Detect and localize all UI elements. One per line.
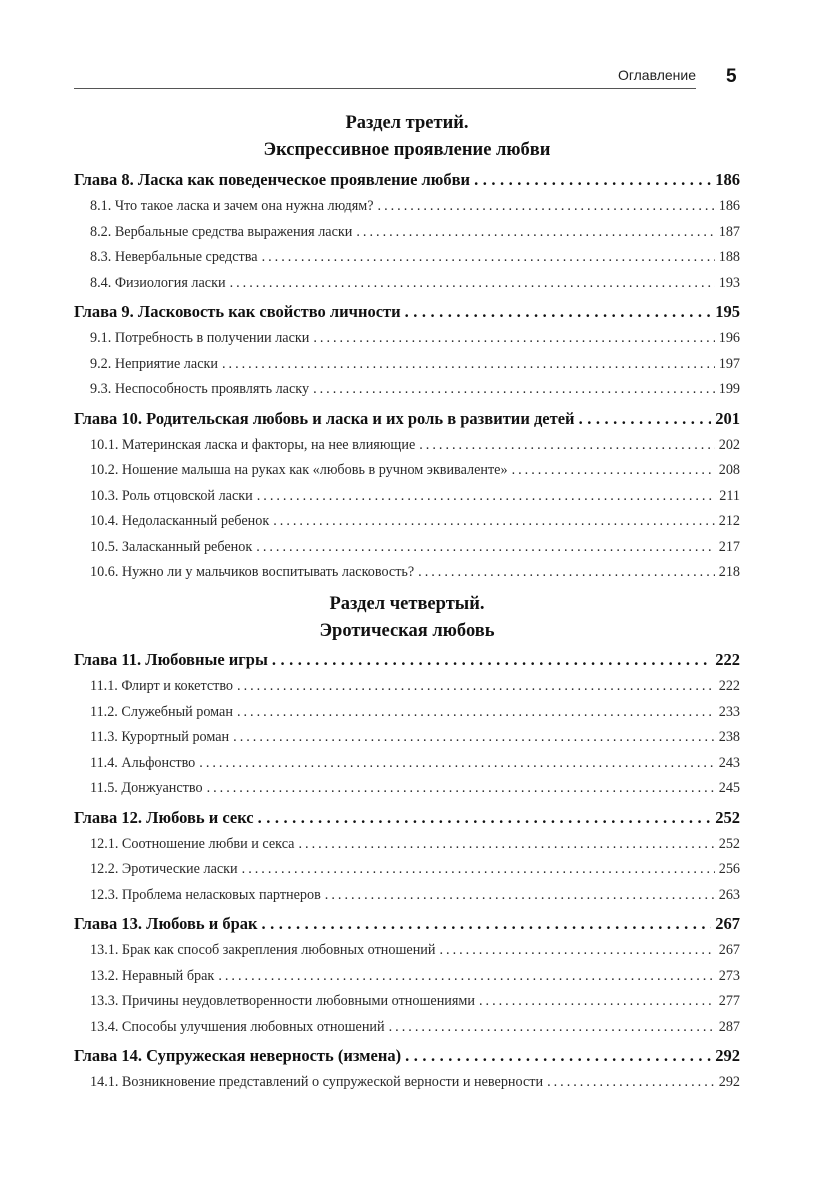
toc-subsection-entry[interactable] [74,352,740,378]
toc-chapter-entry[interactable] [74,166,740,194]
subsection-title: 10.3. Роль отцовской ласки [90,487,253,504]
toc-subsection-entry[interactable] [74,194,740,220]
toc-subsection-entry[interactable] [74,725,740,751]
toc-subsection-entry[interactable] [74,883,740,909]
subsection-title: 11.4. Альфонство [90,754,196,771]
chapter-title: Глава 11. Любовные игры [74,650,268,669]
subsection-page: 243 [718,754,740,771]
subsection-title: 14.1. Возникновение представлений о супружеской верности и неверности [90,1074,544,1090]
subsection-page: 273 [718,967,740,984]
section-label: Раздел четвертый. [329,594,485,614]
subsection-page: 263 [718,886,740,903]
chapter-title: Глава 13. Любовь и брак [74,914,258,933]
dot-leader [242,857,715,883]
section-heading-3 [74,110,740,164]
chapter-title: Глава 12. Любовь и секс [74,807,254,827]
dot-leader [479,989,715,1015]
subsection-page: 197 [718,355,740,372]
chapter-page: 252 [715,807,740,827]
subsection-title: 12.1. Соотношение любви и секса [90,835,295,852]
toc-subsection-entry[interactable] [74,776,740,802]
dot-leader [237,674,715,700]
page-number: 5 [726,66,737,87]
toc-subsection-entry[interactable] [74,674,740,700]
toc-subsection-entry[interactable] [74,857,740,883]
toc-subsection-entry[interactable] [74,700,740,726]
subsection-title: 13.2. Неравный брак [90,967,215,984]
subsection-page: 256 [718,861,740,877]
toc-subsection-entry[interactable] [74,326,740,352]
subsection-title: 10.1. Материнская ласка и факторы, на нее влияющие [90,436,416,453]
toc-subsection-entry[interactable] [74,271,740,297]
dot-leader [262,245,715,271]
chapter-title: Глава 8. Ласка как поведенческое проявление любви [74,170,471,189]
dot-leader [325,883,715,909]
subsection-page: 202 [718,436,740,453]
subsection-title: 10.6. Нужно ли у мальчиков воспитывать ласковость? [90,564,415,580]
toc-subsection-entry[interactable] [74,1015,740,1041]
toc-subsection-entry[interactable] [74,832,740,858]
dot-leader [257,484,716,510]
dot-leader [207,776,715,802]
subsection-title: 8.1. Что такое ласка и зачем она нужна людям? [90,198,374,214]
dot-leader [298,832,714,858]
dot-leader [474,166,711,194]
section-label: Раздел третий. [345,113,469,133]
section-heading-4 [74,591,740,645]
dot-leader [218,964,714,990]
dot-leader [272,646,711,674]
subsection-title: 11.5. Донжуанство [90,780,203,796]
dot-leader [579,405,712,433]
toc-subsection-entry[interactable] [74,535,740,561]
toc-subsection-entry[interactable] [74,484,740,510]
section-title: Эротическая любовь [319,621,495,641]
dot-leader [230,271,715,297]
chapter-page: 195 [715,302,740,321]
subsection-title: 8.4. Физиология ласки [90,274,226,291]
subsection-title: 9.2. Неприятие ласки [90,355,218,372]
subsection-title: 8.2. Вербальные средства выражения ласки [90,223,353,240]
toc-chapter-entry[interactable] [74,405,740,433]
dot-leader [237,700,715,726]
chapter-title: Глава 9. Ласковость как свойство личности [74,302,401,321]
subsection-page: 218 [718,564,740,580]
toc-subsection-entry[interactable] [74,560,740,586]
subsection-title: 11.3. Курортный роман [90,729,230,745]
subsection-title: 13.4. Способы улучшения любовных отношений [90,1018,385,1035]
subsection-page: 188 [718,249,740,265]
chapter-page: 201 [715,408,740,428]
subsection-page: 186 [718,198,740,214]
toc-chapter-entry[interactable] [74,910,740,938]
subsection-page: 212 [718,513,740,529]
subsection-page: 287 [718,1018,740,1035]
subsection-title: 13.1. Брак как способ закрепления любовных отношений [90,942,436,958]
dot-leader [512,458,715,484]
subsection-title: 9.3. Неспособность проявлять ласку [90,381,310,397]
running-title: Оглавление [617,67,696,83]
toc-subsection-entry[interactable] [74,1070,740,1096]
subsection-page: 196 [718,330,740,346]
subsection-page: 208 [718,462,740,478]
toc-list-section-3 [74,166,740,588]
dot-leader [258,804,712,832]
toc-subsection-entry[interactable] [74,964,740,990]
toc-subsection-entry[interactable] [74,751,740,777]
dot-leader [313,326,714,352]
subsection-page: 193 [718,274,740,291]
toc-chapter-entry[interactable] [74,1042,740,1070]
chapter-spacer [74,1096,740,1098]
subsection-page: 199 [718,381,740,397]
subsection-title: 10.4. Недоласканный ребенок [90,513,270,529]
dot-leader [389,1015,715,1041]
dot-leader [439,938,714,964]
dot-leader [356,220,714,246]
chapter-spacer [74,586,740,588]
dot-leader [547,1070,715,1096]
dot-leader [262,910,712,938]
dot-leader [256,535,714,561]
subsection-page: 245 [718,780,740,796]
subsection-page: 187 [718,223,740,240]
subsection-title: 10.2. Ношение малыша на руках как «любовь в ручном эквиваленте» [90,462,508,478]
toc-subsection-entry[interactable] [74,458,740,484]
toc-subsection-entry[interactable] [74,220,740,246]
subsection-title: 11.2. Служебный роман [90,703,233,720]
dot-leader [418,560,715,586]
dot-leader [378,194,715,220]
toc-chapter-entry[interactable] [74,646,740,674]
toc-subsection-entry[interactable] [74,433,740,459]
subsection-page: 238 [718,729,740,745]
subsection-page: 211 [719,487,740,504]
chapter-page: 186 [715,170,740,189]
toc-subsection-entry[interactable] [74,509,740,535]
chapter-page: 267 [715,914,740,933]
subsection-page: 277 [718,993,740,1009]
dot-leader [405,298,712,326]
toc-chapter-entry[interactable] [74,804,740,832]
dot-leader [419,433,714,459]
subsection-title: 12.3. Проблема неласковых партнеров [90,886,321,903]
toc-subsection-entry[interactable] [74,938,740,964]
toc-subsection-entry[interactable] [74,245,740,271]
subsection-page: 233 [718,703,740,720]
toc-chapter-entry[interactable] [74,298,740,326]
subsection-page: 292 [718,1074,740,1090]
subsection-title: 10.5. Заласканный ребенок [90,538,253,555]
toc-subsection-entry[interactable] [74,989,740,1015]
dot-leader [273,509,715,535]
subsection-page: 217 [718,538,740,555]
subsection-page: 222 [718,678,740,694]
running-head [74,66,696,89]
subsection-page: 267 [718,942,740,958]
section-title: Экспрессивное проявление любви [263,140,551,160]
subsection-title: 11.1. Флирт и кокетство [90,678,234,694]
dot-leader [222,352,715,378]
subsection-title: 12.2. Эротические ласки [90,861,238,877]
dot-leader [313,377,715,403]
dot-leader [405,1042,711,1070]
subsection-title: 13.3. Причины неудовлетворенности любовными отношениями [90,993,475,1009]
toc-subsection-entry[interactable] [74,377,740,403]
dot-leader [233,725,715,751]
chapter-page: 292 [715,1046,740,1065]
chapter-page: 222 [715,650,740,669]
subsection-title: 9.1. Потребность в получении ласки [90,330,310,346]
chapter-title: Глава 10. Родительская любовь и ласка и их роль в развитии детей [74,408,575,428]
chapter-title: Глава 14. Супружеская неверность (измена) [74,1046,402,1065]
subsection-title: 8.3. Невербальные средства [90,249,258,265]
subsection-page: 252 [718,835,740,852]
toc-list-section-4 [74,646,740,1098]
dot-leader [199,751,714,777]
